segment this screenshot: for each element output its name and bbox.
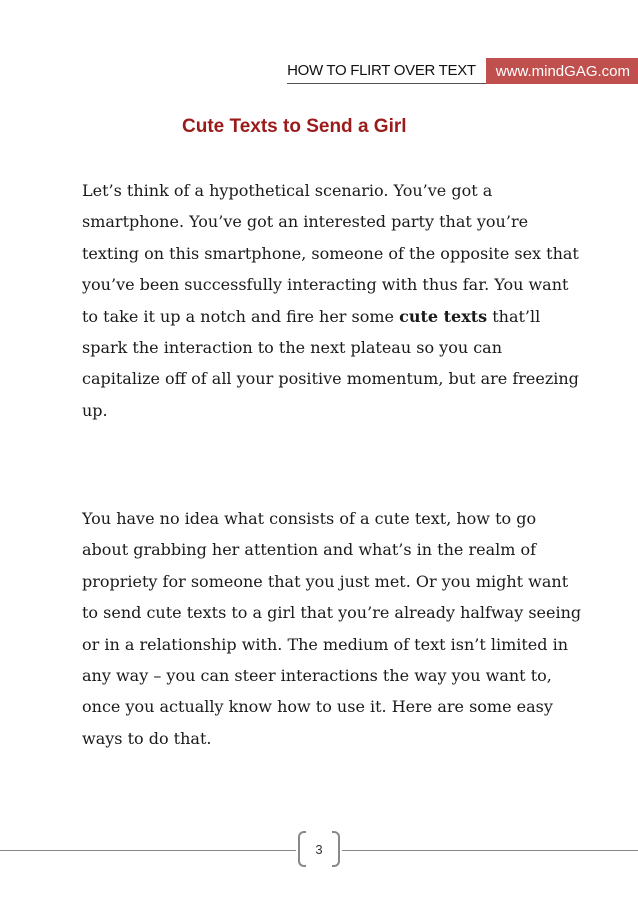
page-header <box>287 58 638 84</box>
header-title: HOW TO FLIRT OVER TEXT <box>287 58 486 84</box>
paragraph-1-text-before: Let’s think of a hypothetical scenario. You’ve got a smartphone. You’ve got an interested party that you’re texting on this smartphone, someone of the opposite sex that you’ve been successfully interacting with thus far. You want to take it up a notch and fire her some <box>82 181 579 326</box>
header-site-url: www.mindGAG.com <box>486 58 638 84</box>
footer-rule-left <box>0 850 296 851</box>
paragraph-1-bold-phrase: cute texts <box>399 306 488 326</box>
footer-rule-right <box>342 850 638 851</box>
page-number-box <box>298 831 340 867</box>
page-number-bracket-right <box>332 831 340 867</box>
page-number-bracket-left <box>298 831 306 867</box>
paragraph-2: You have no idea what consists of a cute text, how to go about grabbing her attention and what’s in the realm of propriety for someone that you just met. Or you might want to send cute texts to a girl that you’re already halfway seeing or in a relationship with. The medium of text isn’t limited in any way – you can steer interactions the way you want to, once you actually know how to use it. Here are some easy ways to do that. <box>82 509 582 748</box>
section-heading: Cute Texts to Send a Girl <box>182 116 407 137</box>
page-number: 3 <box>315 841 323 857</box>
paragraph-1-text-after: that’ll spark the interaction to the next plateau so you can capitalize off of all your positive momentum, but are freezing up. <box>82 306 579 420</box>
paragraph-1 <box>82 175 582 426</box>
